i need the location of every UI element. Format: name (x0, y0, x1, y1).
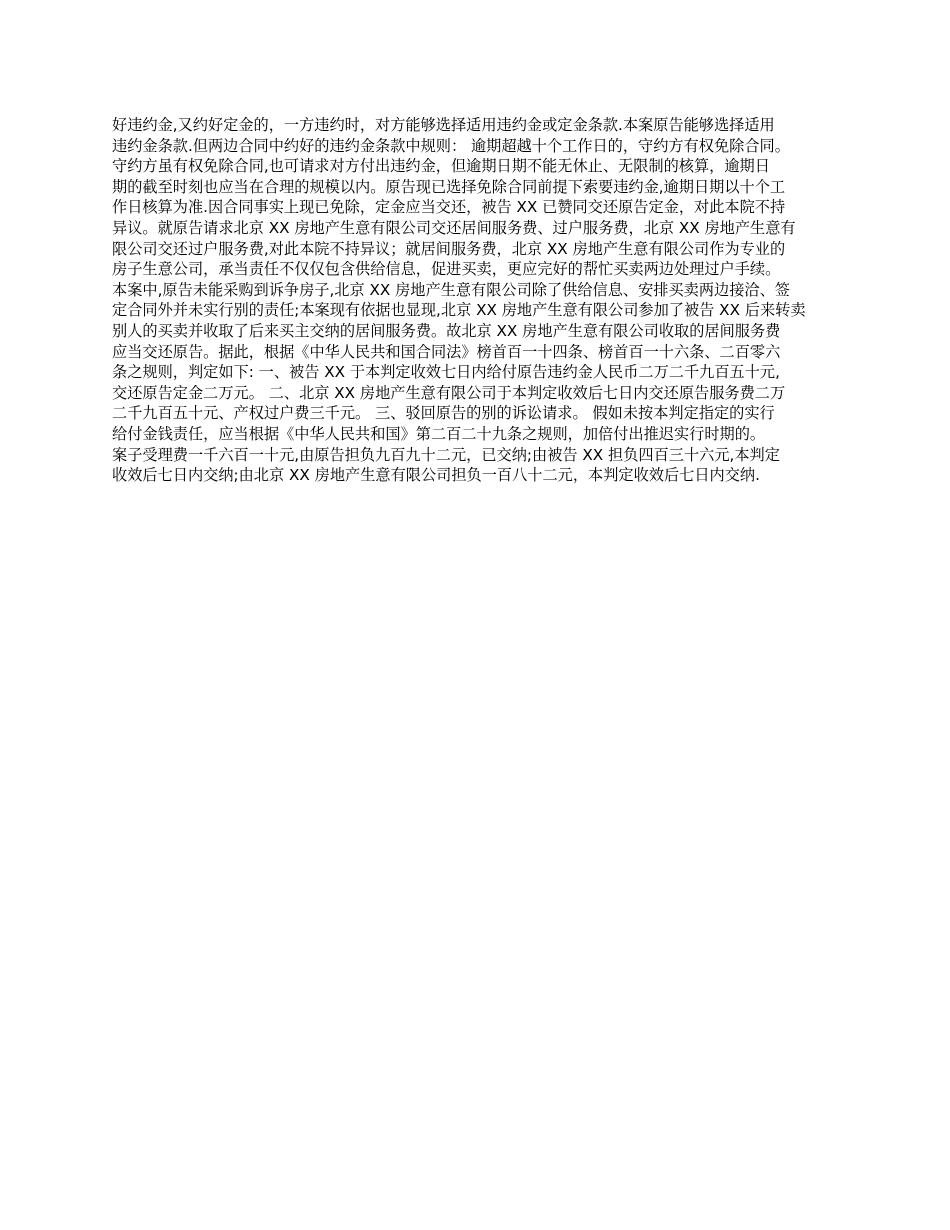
text-line: 守约方虽有权免除合同,也可请求对方付出违约金，但逾期日期不能无休止、无限制的核算，逾期日 (112, 157, 770, 176)
text-line: 别人的买卖并收取了后来买主交纳的居间服务费。故北京 XX 房地产生意有限公司收取的居间服务费 (112, 321, 781, 340)
text-line: 房子生意公司，承当责任不仅仅包含供给信息，促进买卖，更应完好的帮忙买卖两边处理过户手续。 (112, 260, 781, 279)
text-line: 限公司交还过户服务费,对此本院不持异议；就居间服务费，北京 XX 房地产生意有限公司作为专业的 (112, 239, 786, 258)
text-line: 期的截至时刻也应当在合理的规模以内。原告现已选择免除合同前提下索要违约金,逾期日期以十个工 (112, 177, 786, 196)
text-line: 作日核算为准.因合同事实上现已免除，定金应当交还，被告 XX 已赞同交还原告定金，对此本院不持 (112, 198, 786, 217)
text-line: 二千九百五十元、产权过户费三千元。 三、驳回原告的别的诉讼请求。 假如未按本判定指定的实行 (112, 404, 775, 423)
text-line: 异议。就原告请求北京 XX 房地产生意有限公司交还居间服务费、过户服务费，北京 XX 房地产生意有 (112, 218, 796, 237)
text-line: 定合同外并未实行别的责任;本案现有依据也显现,北京 XX 房地产生意有限公司参加了被告 XX 后来转卖 (112, 301, 806, 320)
text-line: 条之规则，判定如下: 一、被告 XX 于本判定收效七日内给付原告违约金人民币二万二千九百五十元, (112, 363, 780, 382)
text-line: 案子受理费一千六百一十元,由原告担负九百九十二元，已交纳;由被告 XX 担负四百三十六元,本判定 (112, 445, 780, 464)
text-line: 本案中,原告未能采购到诉争房子,北京 XX 房地产生意有限公司除了供给信息、安排买卖两边接洽、签 (112, 280, 790, 299)
judgment-text (112, 115, 852, 486)
text-line: 交还原告定金二万元。 二、北京 XX 房地产生意有限公司于本判定收效后七日内交还原告服务费二万 (112, 383, 786, 402)
text-line: 好违约金,又约好定金的，一方违约时，对方能够选择适用违约金或定金条款.本案原告能够选择适用 (112, 116, 775, 134)
text-line: 收效后七日内交纳;由北京 XX 房地产生意有限公司担负一百八十二元，本判定收效后七日内交纳. (112, 466, 760, 485)
text-line: 违约金条款.但两边合同中约好的违约金条款中规则： 逾期超越十个工作日的，守约方有权免除合同。 (112, 136, 790, 155)
text-line: 应当交还原告。据此，根据《中华人民共和国合同法》榜首百一十四条、榜首百一十六条、二百零六 (112, 342, 781, 361)
text-line: 给付金钱责任，应当根据《中华人民共和国》第二百二十九条之规则，加倍付出推迟实行时期的。 (112, 424, 766, 443)
